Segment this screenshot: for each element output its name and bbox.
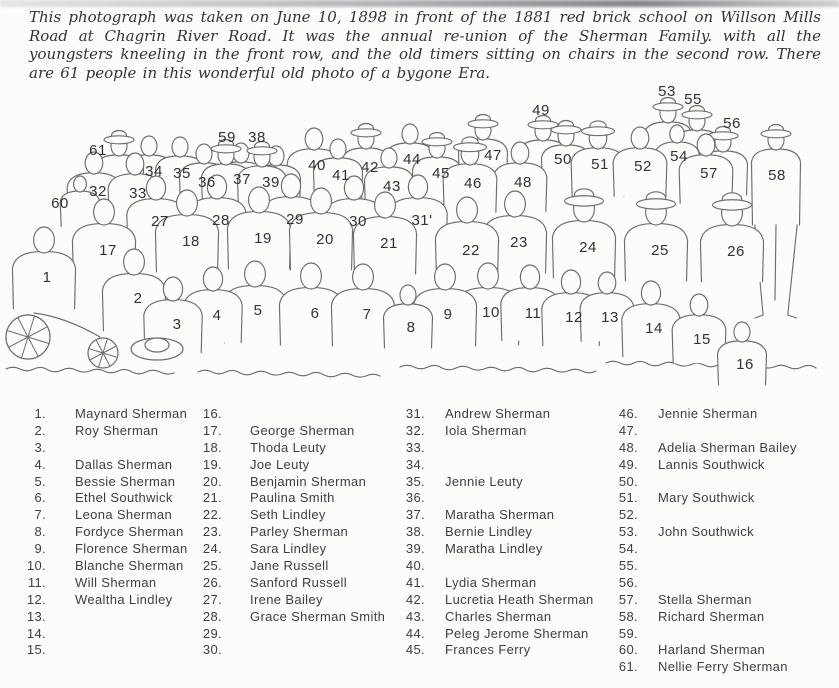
roster-name: Iola Sherman bbox=[445, 422, 527, 438]
roster-row bbox=[395, 423, 609, 440]
roster-row bbox=[192, 524, 397, 541]
roster-name: Dallas Sherman bbox=[75, 456, 173, 472]
roster-number: 53. bbox=[618, 524, 638, 540]
roster-name: Andrew Sherman bbox=[445, 406, 551, 421]
roster-row bbox=[608, 626, 836, 643]
roster-row bbox=[192, 558, 397, 575]
figure-number: 53 bbox=[658, 83, 676, 100]
figure-number: 40 bbox=[308, 157, 326, 174]
figure-number: 11 bbox=[524, 305, 542, 322]
figure-number: 42 bbox=[361, 159, 379, 176]
roster-row bbox=[16, 474, 198, 491]
figure-number: 18 bbox=[182, 233, 200, 250]
roster-number: 27. bbox=[202, 591, 222, 607]
roster-name: Mary Southwick bbox=[658, 490, 755, 506]
figure-number: 19 bbox=[254, 230, 272, 247]
figure-number: 34 bbox=[145, 163, 163, 180]
figure-number: 33 bbox=[129, 185, 147, 202]
roster-row bbox=[16, 609, 198, 626]
roster-name: Richard Sherman bbox=[658, 608, 765, 624]
roster-row bbox=[16, 626, 198, 643]
figure-number: 52 bbox=[634, 158, 652, 175]
roster-name: Lydia Sherman bbox=[445, 574, 537, 590]
roster-number: 18. bbox=[202, 439, 222, 455]
figure-number: 59 bbox=[218, 129, 236, 146]
roster-row bbox=[16, 440, 198, 457]
roster-row bbox=[192, 575, 397, 592]
roster-name: George Sherman bbox=[250, 422, 355, 438]
roster-row bbox=[16, 541, 198, 558]
roster-number: 42. bbox=[405, 591, 425, 607]
roster-number: 56. bbox=[618, 574, 638, 590]
roster-number: 61. bbox=[618, 659, 638, 675]
roster-row bbox=[395, 609, 609, 626]
roster-name: Nellie Ferry Sherman bbox=[658, 659, 788, 675]
figure-number: 60 bbox=[51, 195, 69, 212]
roster-name: Charles Sherman bbox=[445, 608, 552, 624]
crowd-sketch bbox=[0, 72, 839, 400]
figure-number: 1 bbox=[42, 269, 52, 286]
roster-row bbox=[16, 524, 198, 541]
roster-row bbox=[16, 575, 198, 592]
roster-name: Roy Sherman bbox=[75, 422, 159, 438]
roster-row bbox=[608, 490, 836, 507]
roster-number: 25. bbox=[202, 558, 222, 574]
roster-row bbox=[608, 507, 836, 524]
roster-number: 29. bbox=[202, 625, 222, 641]
figure-number: 28 bbox=[212, 212, 230, 229]
roster-number: 46. bbox=[618, 406, 638, 421]
roster-number: 45. bbox=[405, 642, 425, 658]
roster-name: Seth Lindley bbox=[250, 507, 326, 523]
roster-row bbox=[192, 457, 397, 474]
roster-number: 60. bbox=[618, 642, 638, 658]
figure-number: 14 bbox=[645, 320, 663, 337]
roster-name: Jane Russell bbox=[250, 558, 329, 574]
roster-row bbox=[192, 592, 397, 609]
roster-number: 31. bbox=[405, 406, 425, 421]
roster-number: 4. bbox=[34, 456, 46, 472]
roster-row bbox=[16, 642, 198, 659]
roster-number: 28. bbox=[202, 608, 222, 624]
roster-number: 43. bbox=[405, 608, 425, 624]
roster-row bbox=[16, 507, 198, 524]
roster-column-2 bbox=[192, 406, 397, 659]
roster-name: Lucretia Heath Sherman bbox=[445, 591, 594, 607]
roster-name: Maratha Lindley bbox=[445, 541, 543, 557]
roster-row bbox=[395, 490, 609, 507]
figure-number: 35 bbox=[173, 165, 191, 182]
figure-number: 50 bbox=[554, 151, 572, 168]
figure-number: 36 bbox=[198, 174, 216, 191]
figure-number: 58 bbox=[768, 167, 786, 184]
figure-number: 32 bbox=[89, 183, 107, 200]
roster-number: 9. bbox=[34, 541, 46, 557]
roster-name: Ethel Southwick bbox=[75, 490, 173, 506]
roster-name: Maratha Sherman bbox=[445, 507, 555, 523]
roster-name: Harland Sherman bbox=[658, 642, 766, 658]
roster-row bbox=[192, 490, 397, 507]
roster-row bbox=[192, 642, 397, 659]
roster-name: Grace Sherman Smith bbox=[250, 608, 386, 624]
figure-number: 10 bbox=[482, 304, 500, 321]
roster-number: 30. bbox=[202, 642, 222, 658]
roster-number: 38. bbox=[405, 524, 425, 540]
roster-row bbox=[608, 541, 836, 558]
roster-number: 52. bbox=[618, 507, 638, 523]
roster-number: 54. bbox=[618, 541, 638, 557]
roster-number: 55. bbox=[618, 558, 638, 574]
roster-number: 3. bbox=[34, 439, 46, 455]
roster-row bbox=[608, 423, 836, 440]
roster-row bbox=[608, 457, 836, 474]
roster-row bbox=[395, 406, 609, 423]
roster-row bbox=[395, 507, 609, 524]
roster-number: 58. bbox=[618, 608, 638, 624]
roster-number: 11. bbox=[27, 574, 46, 590]
roster-number: 37. bbox=[405, 507, 425, 523]
roster-name: Jennie Sherman bbox=[658, 406, 758, 421]
roster-number: 12. bbox=[26, 591, 46, 607]
roster-name: Bernie Lindley bbox=[445, 524, 533, 540]
roster-name: Sanford Russell bbox=[250, 574, 348, 590]
roster-row bbox=[395, 558, 609, 575]
figure-number: 22 bbox=[462, 242, 480, 259]
roster-number: 21. bbox=[202, 490, 222, 506]
roster-name: Stella Sherman bbox=[658, 591, 752, 607]
scan-artifact bbox=[0, 0, 839, 7]
roster-row bbox=[192, 406, 397, 423]
figure-number: 27 bbox=[151, 213, 169, 230]
roster-row bbox=[16, 457, 198, 474]
roster-row bbox=[16, 592, 198, 609]
roster-number: 32. bbox=[405, 422, 425, 438]
roster-name: Paulina Smith bbox=[250, 490, 335, 506]
figure-number: 2 bbox=[133, 290, 143, 307]
roster-row bbox=[192, 609, 397, 626]
roster-name: Peleg Jerome Sherman bbox=[445, 625, 589, 641]
roster-number: 22. bbox=[202, 507, 222, 523]
roster-name: Adelia Sherman Bailey bbox=[658, 439, 797, 455]
roster-row bbox=[608, 406, 836, 423]
roster-name: Fordyce Sherman bbox=[75, 524, 184, 540]
roster-name: Will Sherman bbox=[75, 574, 157, 590]
roster-row bbox=[395, 440, 609, 457]
figure-number: 47 bbox=[484, 147, 502, 164]
roster-name: Jennie Leuty bbox=[445, 473, 523, 489]
figure-number: 12 bbox=[565, 309, 583, 326]
roster-row bbox=[16, 558, 198, 575]
roster-row bbox=[608, 558, 836, 575]
roster-row bbox=[395, 575, 609, 592]
roster-number: 36. bbox=[405, 490, 425, 506]
roster-number: 8. bbox=[34, 524, 46, 540]
roster-number: 23. bbox=[202, 524, 222, 540]
roster-row bbox=[395, 626, 609, 643]
roster-row bbox=[395, 474, 609, 491]
roster-name: Parley Sherman bbox=[250, 524, 349, 540]
figure-number: 56 bbox=[723, 115, 741, 132]
roster-name: John Southwick bbox=[658, 524, 754, 540]
roster-number: 5. bbox=[34, 473, 46, 489]
roster-row bbox=[192, 440, 397, 457]
roster-number: 7. bbox=[34, 507, 46, 523]
roster-number: 59. bbox=[618, 625, 638, 641]
roster-row bbox=[395, 592, 609, 609]
roster-name: Irene Bailey bbox=[250, 591, 323, 607]
roster-number: 15. bbox=[26, 642, 46, 658]
roster-row bbox=[608, 524, 836, 541]
roster-column-4 bbox=[608, 406, 836, 676]
figure-number: 17 bbox=[99, 242, 117, 259]
figure-number: 6 bbox=[310, 305, 320, 322]
figure-number: 29 bbox=[286, 211, 304, 228]
figure-number: 13 bbox=[601, 309, 619, 326]
figure-number: 46 bbox=[464, 175, 482, 192]
roster-name: Lannis Southwick bbox=[658, 456, 765, 472]
roster-number: 47. bbox=[618, 422, 638, 438]
figure-number: 45 bbox=[432, 165, 450, 182]
figure-number: 3 bbox=[172, 316, 182, 333]
roster-number: 2. bbox=[34, 422, 46, 438]
figure-number: 39 bbox=[262, 174, 280, 191]
figure-number: 31' bbox=[411, 212, 433, 229]
roster-name: Benjamin Sherman bbox=[250, 473, 367, 489]
roster-number: 19. bbox=[202, 456, 222, 472]
figure-number: 48 bbox=[514, 174, 532, 191]
roster-column-1 bbox=[16, 406, 198, 659]
roster-row bbox=[192, 423, 397, 440]
figure-number: 9 bbox=[443, 306, 453, 323]
roster-row bbox=[395, 541, 609, 558]
roster-row bbox=[608, 659, 836, 676]
figure-number: 44 bbox=[403, 151, 421, 168]
figure-number: 5 bbox=[253, 302, 263, 319]
figure-number: 4 bbox=[212, 307, 222, 324]
roster-name: Thoda Leuty bbox=[250, 439, 327, 455]
figure-number: 16 bbox=[736, 356, 754, 373]
roster-number: 41. bbox=[405, 574, 425, 590]
roster-name: Sara Lindley bbox=[250, 541, 327, 557]
roster-number: 35. bbox=[405, 473, 425, 489]
roster-number: 17. bbox=[202, 422, 222, 438]
roster-number: 49. bbox=[618, 456, 638, 472]
figure-number: 49 bbox=[532, 102, 550, 119]
roster-number: 16. bbox=[202, 406, 222, 421]
roster-number: 33. bbox=[405, 439, 425, 455]
roster-row bbox=[395, 524, 609, 541]
roster-number: 34. bbox=[405, 456, 425, 472]
figure-number: 51 bbox=[591, 156, 609, 173]
roster-number: 24. bbox=[202, 541, 222, 557]
roster-number: 20. bbox=[202, 473, 222, 489]
figure-number: 7 bbox=[362, 306, 372, 323]
roster-name: Blanche Sherman bbox=[75, 558, 184, 574]
figure-number: 43 bbox=[383, 178, 401, 195]
roster-name: Joe Leuty bbox=[250, 456, 310, 472]
roster bbox=[0, 406, 839, 688]
roster-row bbox=[16, 490, 198, 507]
caption-text: This photograph was taken on June 10, 1898 in front of the 1881 red brick school on Willson Mills Road at Chagrin River Road. It was the annual re-union of the Sherman Family. with all the youngsters kneeling in the front row, and the old timers sitting on chairs in the second row. There are 61 people in this wonderful old photo of a bygone Era. bbox=[29, 8, 821, 82]
roster-row bbox=[608, 609, 836, 626]
figure-number: 30 bbox=[349, 213, 367, 230]
roster-number: 26. bbox=[202, 574, 222, 590]
roster-name: Wealtha Lindley bbox=[75, 591, 173, 607]
roster-number: 40. bbox=[405, 558, 425, 574]
roster-row bbox=[192, 626, 397, 643]
roster-number: 13. bbox=[26, 608, 46, 624]
roster-name: Bessie Sherman bbox=[75, 473, 176, 489]
figure-number: 25 bbox=[651, 242, 669, 259]
roster-number: 14. bbox=[26, 625, 46, 641]
figure-number: 54 bbox=[670, 148, 688, 165]
roster-row bbox=[16, 423, 198, 440]
roster-row bbox=[608, 592, 836, 609]
roster-row bbox=[16, 406, 198, 423]
figure-number: 15 bbox=[693, 331, 711, 348]
roster-column-3 bbox=[395, 406, 609, 659]
figure-number: 41 bbox=[332, 167, 350, 184]
figure-number: 8 bbox=[406, 319, 416, 336]
roster-name: Florence Sherman bbox=[75, 541, 188, 557]
figure-number: 20 bbox=[316, 231, 334, 248]
roster-number: 44. bbox=[405, 625, 425, 641]
roster-row bbox=[395, 642, 609, 659]
roster-number: 50. bbox=[618, 473, 638, 489]
roster-number: 6. bbox=[34, 490, 46, 506]
roster-row bbox=[192, 541, 397, 558]
figure-number: 23 bbox=[510, 234, 528, 251]
roster-number: 51. bbox=[618, 490, 638, 506]
roster-row bbox=[608, 474, 836, 491]
roster-number: 1. bbox=[34, 406, 46, 421]
roster-number: 39. bbox=[405, 541, 425, 557]
roster-name: Frances Ferry bbox=[445, 642, 531, 658]
figure-number: 37 bbox=[233, 171, 251, 188]
roster-number: 57. bbox=[618, 591, 638, 607]
roster-row bbox=[192, 507, 397, 524]
roster-number: 10. bbox=[26, 558, 46, 574]
roster-row bbox=[608, 575, 836, 592]
figure-number: 57 bbox=[700, 165, 718, 182]
figure-number: 38 bbox=[248, 129, 266, 146]
roster-name: Leona Sherman bbox=[75, 507, 173, 523]
figure-number: 26 bbox=[727, 243, 745, 260]
figure-number: 55 bbox=[684, 91, 702, 108]
figure-number: 61 bbox=[89, 142, 107, 159]
roster-row bbox=[192, 474, 397, 491]
figure-number: 24 bbox=[579, 239, 597, 256]
roster-row bbox=[395, 457, 609, 474]
figure-number: 21 bbox=[380, 235, 398, 252]
roster-row bbox=[608, 440, 836, 457]
roster-row bbox=[608, 642, 836, 659]
roster-number: 48. bbox=[618, 439, 638, 455]
roster-name: Maynard Sherman bbox=[75, 406, 188, 421]
